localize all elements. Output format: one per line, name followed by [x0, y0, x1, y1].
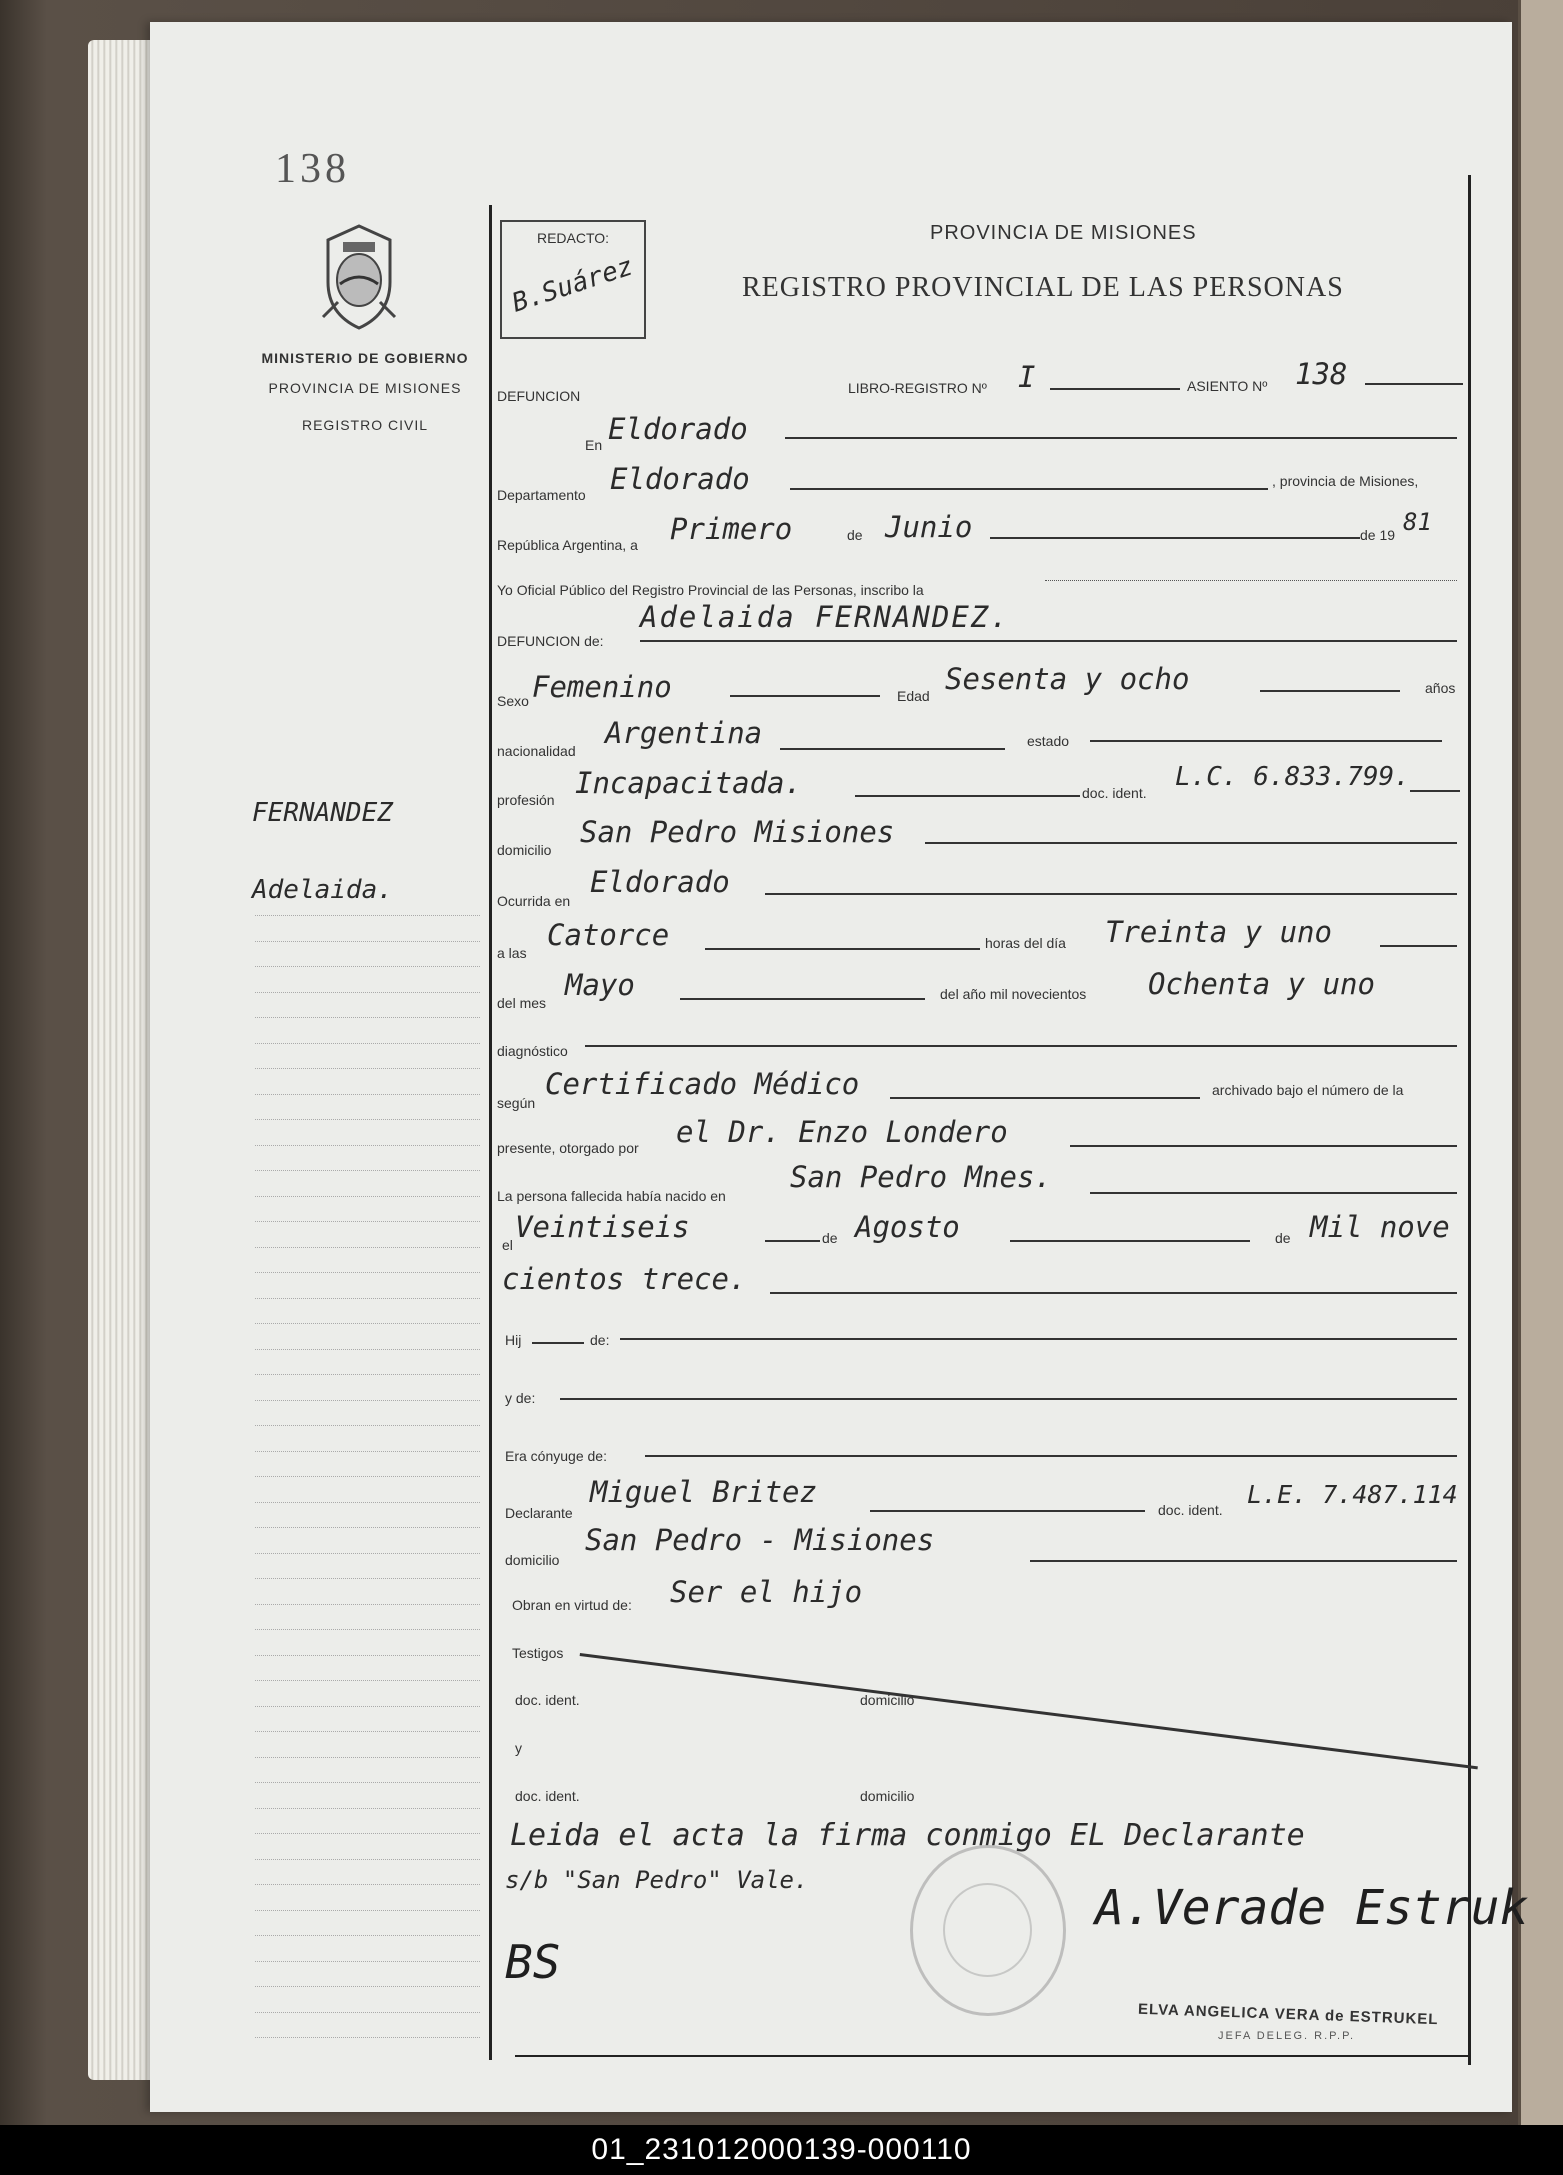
de19-label: de 19: [1360, 527, 1396, 543]
nac-mes-line: [1010, 1240, 1250, 1242]
redacto-signature: B.Suárez: [508, 251, 637, 319]
margin-ruled-line: [255, 1655, 480, 1656]
margin-ruled-line: [255, 1068, 480, 1069]
asiento-value: 138: [1295, 357, 1348, 391]
departamento-line: [790, 488, 1268, 490]
margin-ruled-line: [255, 1706, 480, 1707]
edad-value: Sesenta y ocho: [945, 662, 1190, 696]
province-label: PROVINCIA DE MISIONES: [268, 380, 462, 396]
dia-muerte-value: Treinta y uno: [1105, 915, 1332, 949]
margin-ruled-line: [255, 1553, 480, 1554]
redacto-box: [500, 220, 646, 339]
asiento-label: ASIENTO Nº: [1187, 378, 1268, 394]
margin-ruled-line: [255, 1451, 480, 1452]
margin-ruled-line: [255, 1017, 480, 1018]
margin-ruled-line: [255, 1043, 480, 1044]
ocurrida-line: [765, 893, 1457, 895]
doc-label: doc. ident.: [1082, 785, 1147, 801]
profesion-label: profesión: [497, 792, 555, 808]
margin-ruled-line: [255, 1833, 480, 1834]
margin-ruled-line: [255, 992, 480, 993]
margin-ruled-line: [255, 1604, 480, 1605]
libro-label: LIBRO-REGISTRO Nº: [848, 380, 987, 396]
archivado-label: archivado bajo el número de la: [1212, 1082, 1404, 1098]
declarante-line: [870, 1510, 1145, 1512]
margin-name: Adelaida.: [252, 875, 393, 905]
nac-anio-cont: cientos trece.: [502, 1262, 747, 1296]
asiento-line: [1365, 383, 1463, 385]
departamento-value: Eldorado: [610, 462, 750, 496]
sexo-line: [730, 695, 880, 697]
nac-anio-value: Mil nove: [1310, 1210, 1450, 1244]
margin-ruled-line: [255, 1782, 480, 1783]
presente-line: [1070, 1145, 1457, 1147]
testigo1-doc-label: doc. ident.: [515, 1692, 580, 1708]
estado-line: [1090, 740, 1442, 742]
declarante-value: Miguel Britez: [590, 1475, 817, 1509]
margin-ruled-line: [255, 2012, 480, 2013]
nac-dia-value: Veintiseis: [515, 1210, 690, 1244]
closing-line-2: s/b "San Pedro" Vale.: [505, 1866, 809, 1894]
nacido-value: San Pedro Mnes.: [790, 1160, 1052, 1194]
decl-doc-value: L.E. 7.487.114: [1247, 1480, 1458, 1509]
image-caption: 01_231012000139-000110: [0, 2125, 1563, 2175]
nacido-line: [1090, 1192, 1457, 1194]
decl-dom-label: domicilio: [505, 1552, 560, 1568]
form-frame-right: [1468, 175, 1471, 2065]
testigo2-doc-label: doc. ident.: [515, 1788, 580, 1804]
edad-label: Edad: [897, 688, 930, 704]
doc-line: [1410, 790, 1460, 792]
fecha-mes-value: Junio: [885, 510, 973, 544]
margin-ruled-line: [255, 1986, 480, 1987]
segun-value: Certificado Médico: [545, 1067, 860, 1101]
nac-dia-line: [765, 1240, 820, 1242]
testigo1-dom-label: domicilio: [860, 1692, 915, 1708]
estado-label: estado: [1027, 733, 1070, 749]
margin-ruled-line: [255, 1196, 480, 1197]
nac-cont-line: [770, 1292, 1457, 1294]
margin-ruled-line: [255, 1374, 480, 1375]
margin-ruled-line: [255, 1298, 480, 1299]
margin-ruled-line: [255, 1247, 480, 1248]
official-name: ELVA ANGELICA VERA de ESTRUKEL: [1137, 2000, 1439, 2029]
sexo-value: Femenino: [532, 670, 672, 704]
office-label: REGISTRO CIVIL: [301, 417, 429, 433]
hij-line: [532, 1342, 584, 1344]
margin-ruled-line: [255, 1170, 480, 1171]
en-line: [785, 437, 1457, 439]
anios-label: años: [1425, 680, 1456, 696]
header-registry: REGISTRO PROVINCIAL DE LAS PERSONAS: [742, 272, 1344, 303]
oficial-line: [1045, 580, 1457, 581]
header-province: PROVINCIA DE MISIONES: [930, 222, 1197, 244]
margin-ruled-line: [255, 1910, 480, 1911]
nacionalidad-label: nacionalidad: [497, 743, 576, 759]
margin-ruled-line: [255, 2037, 480, 2038]
margin-ruled-line: [255, 1527, 480, 1528]
republica-label: República Argentina, a: [497, 537, 638, 553]
diagnostico-line: [585, 1045, 1457, 1047]
edad-line: [1260, 690, 1400, 692]
diagnostico-label: diagnóstico: [497, 1043, 568, 1059]
ministry-label: MINISTERIO DE GOBIERNO: [261, 350, 469, 366]
margin-ruled-line: [255, 1349, 480, 1350]
redacto-label: REDACTO:: [536, 230, 610, 246]
horas-value: Catorce: [547, 918, 670, 952]
margin-ruled-line: [255, 941, 480, 942]
horas-label: horas del día: [985, 935, 1066, 951]
margin-ruled-line: [255, 1425, 480, 1426]
defuncion-de-line: [640, 640, 1457, 642]
domicilio-value: San Pedro Misiones: [580, 815, 895, 849]
libro-line: [1050, 388, 1180, 390]
nacido-label: La persona fallecida había nacido en: [497, 1188, 726, 1204]
official-stamp: [910, 1845, 1066, 2016]
coat-of-arms-icon: [318, 222, 400, 332]
margin-ruled-line: [255, 1145, 480, 1146]
decl-doc-label: doc. ident.: [1158, 1502, 1223, 1518]
official-role: JEFA DELEG. R.P.P.: [1218, 2030, 1356, 2042]
margin-ruled-line: [255, 1935, 480, 1936]
fecha-de-label: de: [847, 527, 863, 543]
testigo2-dom-label: domicilio: [860, 1788, 915, 1804]
en-value: Eldorado: [608, 412, 748, 446]
nac-mes-value: Agosto: [855, 1210, 960, 1244]
margin-ruled-line: [255, 1272, 480, 1273]
margin-ruled-line: [255, 1961, 480, 1962]
conyuge-line: [645, 1455, 1457, 1457]
presente-value: el Dr. Enzo Londero: [676, 1115, 1008, 1149]
closing-line-1: Leida el acta la firma conmigo EL Declarante: [510, 1818, 1305, 1853]
profesion-value: Incapacitada.: [575, 766, 802, 800]
difunto-value: Adelaida FERNANDEZ.: [640, 600, 1010, 634]
fecha-dia-value: Primero: [670, 512, 793, 546]
form-frame-left: [489, 205, 492, 2060]
official-signature: A.Verade Estruk: [1095, 1880, 1529, 1936]
presente-label: presente, otorgado por: [497, 1140, 639, 1156]
nacionalidad-value: Argentina: [605, 716, 763, 750]
margin-ruled-line: [255, 1119, 480, 1120]
departamento-label: Departamento: [497, 487, 586, 503]
obran-label: Obran en virtud de:: [512, 1597, 632, 1613]
segun-line: [890, 1097, 1200, 1099]
testigo-y-label: y: [515, 1740, 522, 1756]
sexo-label: Sexo: [497, 693, 529, 709]
margin-ruled-line: [255, 1502, 480, 1503]
margin-ruled-line: [255, 1680, 480, 1681]
ocurrida-label: Ocurrida en: [497, 893, 571, 909]
doc-value: L.C. 6.833.799.: [1175, 762, 1410, 792]
alas-label: a las: [497, 945, 527, 961]
margin-ruled-line: [255, 1757, 480, 1758]
mes-muerte-line: [680, 998, 925, 1000]
margin-ruled-line: [255, 1221, 480, 1222]
margin-ruled-line: [255, 1094, 480, 1095]
libro-value: I: [1018, 360, 1036, 394]
defuncion-de-label: DEFUNCION de:: [497, 633, 604, 649]
margin-ruled-line: [255, 1808, 480, 1809]
nac-de-label: de: [822, 1230, 838, 1246]
decl-dom-line: [1030, 1560, 1457, 1562]
margin-ruled-line: [255, 1323, 480, 1324]
hij-label: Hij: [505, 1332, 522, 1348]
segun-label: según: [497, 1095, 536, 1111]
el-label: el: [502, 1237, 513, 1253]
domicilio-label: domicilio: [497, 842, 552, 858]
hij-de-line: [620, 1338, 1457, 1340]
nacionalidad-line: [780, 748, 1005, 750]
decl-dom-value: San Pedro - Misiones: [585, 1523, 935, 1557]
margin-ruled-line: [255, 1476, 480, 1477]
declarante-label: Declarante: [505, 1505, 573, 1521]
provincia-suffix: , provincia de Misiones,: [1272, 473, 1419, 489]
mes-muerte-value: Mayo: [565, 968, 635, 1002]
margin-ruled-line: [255, 1731, 480, 1732]
anio-mil-label: del año mil novecientos: [940, 986, 1087, 1002]
horas-line: [705, 948, 980, 950]
anio-muerte-value: Ochenta y uno: [1148, 967, 1375, 1001]
delmes-label: del mes: [497, 995, 547, 1011]
profesion-line: [855, 795, 1080, 797]
initials-signature: BS: [505, 1935, 561, 1989]
yde-line: [560, 1398, 1457, 1400]
margin-ruled-line: [255, 1400, 480, 1401]
dia-muerte-line: [1380, 945, 1457, 947]
ocurrida-value: Eldorado: [590, 865, 730, 899]
conyuge-label: Era cónyuge de:: [505, 1448, 607, 1464]
margin-ruled-line: [255, 1884, 480, 1885]
margin-surname: FERNANDEZ: [252, 798, 393, 828]
obran-value: Ser el hijo: [670, 1575, 863, 1609]
margin-ruled-line: [255, 915, 480, 916]
hij-de-label: de:: [590, 1332, 610, 1348]
fecha-line: [990, 537, 1360, 539]
form-frame-bottom: [515, 2055, 1470, 2057]
nac-de2-label: de: [1275, 1230, 1291, 1246]
margin-ruled-line: [255, 1629, 480, 1630]
next-page-edge: [1518, 0, 1563, 2125]
margin-ruled-line: [255, 966, 480, 967]
folio-number: 138: [275, 146, 350, 192]
anio-value: 81: [1403, 508, 1432, 536]
yde-label: y de:: [505, 1390, 536, 1406]
testigos-label: Testigos: [512, 1645, 564, 1661]
en-label: En: [585, 437, 603, 453]
domicilio-line: [925, 842, 1457, 844]
margin-ruled-line: [255, 1859, 480, 1860]
margin-ruled-line: [255, 1578, 480, 1579]
oficial-text: Yo Oficial Público del Registro Provincial de las Personas, inscribo la: [497, 582, 924, 598]
defuncion-title: DEFUNCION: [497, 388, 581, 404]
